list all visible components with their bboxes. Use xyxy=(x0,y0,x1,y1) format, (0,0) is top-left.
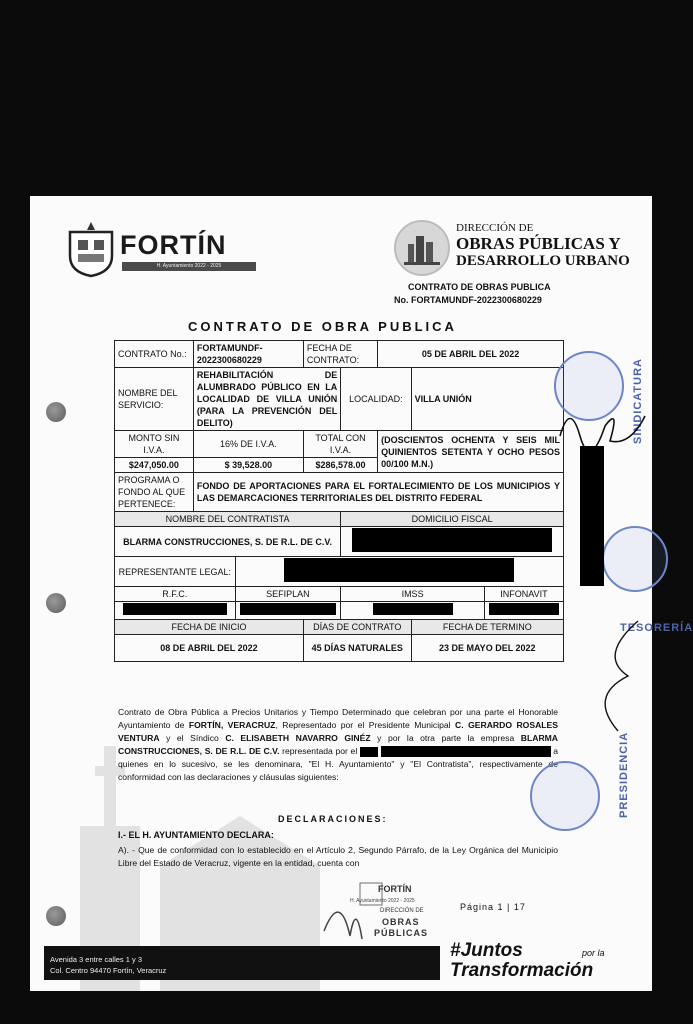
hashtag-line2: Transformación xyxy=(450,960,594,981)
company-name: BLARMA CONSTRUCCIONES, S. DE R.L. DE C.V. xyxy=(118,733,559,756)
direccion-logo xyxy=(394,220,644,276)
iva-label: 16% DE I.V.A. xyxy=(193,431,303,458)
hashtag-por-la: por la xyxy=(582,948,605,958)
table-row xyxy=(115,512,564,527)
redacted-block xyxy=(489,603,559,615)
binder-hole xyxy=(46,593,66,613)
domicilio-label: DOMICILIO FISCAL xyxy=(341,512,564,527)
contract-number-ref: No. FORTAMUNDF-2022300680229 xyxy=(394,295,542,305)
servicio-value: REHABILITACIÓN DE ALUMBRADO PÚBLICO EN LA LOCALIDAD DE VILLA UNIÓN (PARA LA PREVENCIÓN DEL DELITO) xyxy=(193,368,340,431)
table-row xyxy=(115,635,564,662)
sindico-name: C. ELISABETH NAVARRO GINÉZ xyxy=(225,733,371,743)
infonavit-value xyxy=(484,602,563,620)
table-row xyxy=(115,431,564,458)
binder-hole xyxy=(46,402,66,422)
redacted-block xyxy=(352,528,552,552)
fecha-inicio-label: FECHA DE INICIO xyxy=(115,620,304,635)
declaraciones-heading: DECLARACIONES: xyxy=(278,814,388,824)
hashtag-slogan xyxy=(450,940,650,986)
redacted-block xyxy=(580,446,604,586)
footer-address-bar xyxy=(44,946,440,980)
intro-text: y por la otra parte la empresa xyxy=(370,733,521,743)
contract-intro-paragraph xyxy=(118,706,558,784)
direccion-line3: DESARROLLO URBANO xyxy=(456,253,630,269)
hashtag-line1: #Juntos xyxy=(450,940,523,961)
stamp-title: FORTÍN xyxy=(378,884,412,894)
contratista-label: NOMBRE DEL CONTRATISTA xyxy=(115,512,341,527)
intro-text: , Representado por el Presidente Municipal xyxy=(275,720,456,730)
table-row xyxy=(115,620,564,635)
logo-title: FORTÍN xyxy=(120,230,227,260)
contrato-label: CONTRATO No.: xyxy=(115,341,194,368)
imss-value xyxy=(341,602,485,620)
dias-contrato-label: DÍAS DE CONTRATO xyxy=(303,620,411,635)
rfc-value xyxy=(115,602,236,620)
fecha-termino-value: 23 DE MAYO DEL 2022 xyxy=(411,635,563,662)
stamp-subtitle: H. Ayuntamiento 2022 - 2025 xyxy=(350,898,415,904)
intro-text: representada por el xyxy=(279,746,360,756)
dias-contrato-value: 45 DÍAS NATURALES xyxy=(303,635,411,662)
president-name: C. GERARDO ROSALES VENTURA xyxy=(118,720,558,743)
localidad-value: VILLA UNIÓN xyxy=(411,368,563,431)
intro-text: Contrato de Obra Pública a Precios Unitarios y Tiempo Determinado que celebran por una parte el Honorable Ayuntamiento de xyxy=(118,707,558,730)
sindicatura-stamp-text: SINDICATURA xyxy=(632,358,644,444)
contrato-value: FORTAMUNDF-2022300680229 xyxy=(193,341,303,368)
document-page xyxy=(30,196,693,991)
presidencia-stamp-text: PRESIDENCIA xyxy=(618,731,630,818)
total-value: $286,578.00 xyxy=(303,458,377,473)
intro-text: a quienes en lo sucesivo, se les denominara, "El H. Ayuntamiento" y "El Contratista", respectivamente de conformidad con las declaraciones y cláusulas siguientes: xyxy=(118,746,559,782)
tesoreria-seal xyxy=(602,526,668,592)
contract-type-ref: CONTRATO DE OBRAS PUBLICA xyxy=(408,282,551,292)
stamp-line3: PÚBLICAS xyxy=(374,928,429,938)
tesoreria-stamp-text: TESORERÍA xyxy=(620,622,693,634)
sefiplan-label: SEFIPLAN xyxy=(235,587,341,602)
contratista-value: BLARMA CONSTRUCCIONES, S. DE R.L. DE C.V. xyxy=(115,527,341,557)
presidencia-seal xyxy=(530,761,600,831)
sefiplan-value xyxy=(235,602,341,620)
intro-text: y el Síndico xyxy=(159,733,226,743)
iva-value: $ 39,528.00 xyxy=(193,458,303,473)
table-row xyxy=(115,527,564,557)
monto-value: $247,050.00 xyxy=(115,458,194,473)
programa-value: FONDO DE APORTACIONES PARA EL FORTALECIMIENTO DE LOS MUNICIPIOS Y LAS DEMARCACIONES TERRITORIALES DEL DISTRITO FEDERAL xyxy=(193,473,563,512)
representante-value xyxy=(235,557,563,587)
fecha-contrato-value: 05 DE ABRIL DEL 2022 xyxy=(378,341,564,368)
ayuntamiento-declara-heading: I.- EL H. AYUNTAMIENTO DECLARA: xyxy=(118,830,274,840)
redacted-block xyxy=(373,603,453,615)
fecha-termino-label: FECHA DE TERMINO xyxy=(411,620,563,635)
servicio-label: NOMBRE DEL SERVICIO: xyxy=(115,368,194,431)
fortin-logo xyxy=(64,216,234,280)
table-row xyxy=(115,473,564,512)
monto-label: MONTO SIN I.V.A. xyxy=(115,431,194,458)
total-label: TOTAL CON I.V.A. xyxy=(303,431,377,458)
localidad-label: LOCALIDAD: xyxy=(341,368,411,431)
redacted-block xyxy=(284,558,514,582)
binder-hole xyxy=(46,906,66,926)
declaracion-a-text: A). - Que de conformidad con lo establecido en el Artículo 2, Segundo Párrafo, de la Ley Orgánica del Municipio Libre del Estado de Veracruz, vigente en la entidad, cuenta con xyxy=(118,845,558,868)
direccion-line1: DIRECCIÓN DE xyxy=(456,222,534,234)
buildings-icon xyxy=(396,222,448,274)
stamp-line1: DIRECCIÓN DE xyxy=(380,908,424,914)
redacted-block xyxy=(240,603,336,615)
table-row xyxy=(115,368,564,431)
table-row xyxy=(115,602,564,620)
fortin-crest-icon xyxy=(64,220,118,278)
stamp-line2: OBRAS xyxy=(382,917,420,927)
imss-label: IMSS xyxy=(341,587,485,602)
logo-subtitle: H. Ayuntamiento 2022 - 2025 xyxy=(122,262,256,271)
contract-table xyxy=(114,340,564,662)
fecha-contrato-label: FECHA DE CONTRATO: xyxy=(303,341,377,368)
redacted-block xyxy=(123,603,227,615)
signature-tesorero xyxy=(578,616,648,736)
total-en-letra: (DOSCIENTOS OCHENTA Y SEIS MIL QUINIENTOS SETENTA Y OCHO PESOS 00/100 M.N.) xyxy=(378,431,564,473)
address-line2: Col. Centro 94470 Fortín, Veracruz xyxy=(50,966,167,975)
address-line1: Avenida 3 entre calles 1 y 3 xyxy=(50,955,143,964)
redacted-block xyxy=(381,746,551,757)
infonavit-label: INFONAVIT xyxy=(484,587,563,602)
representante-label: REPRESENTANTE LEGAL: xyxy=(115,557,236,587)
municipality-name: FORTÍN, VERACRUZ xyxy=(188,720,276,730)
fecha-inicio-value: 08 DE ABRIL DEL 2022 xyxy=(115,635,304,662)
direccion-line2: OBRAS PÚBLICAS Y xyxy=(456,234,621,253)
table-row xyxy=(115,341,564,368)
redacted-block xyxy=(360,747,378,757)
document-title: CONTRATO DE OBRA PUBLICA xyxy=(188,319,457,334)
table-row xyxy=(115,557,564,587)
page-number: Página 1 | 17 xyxy=(460,902,526,912)
table-row xyxy=(115,587,564,602)
rfc-label: R.F.C. xyxy=(115,587,236,602)
programa-label: PROGRAMA O FONDO AL QUE PERTENECE: xyxy=(115,473,194,512)
building-emblem-icon xyxy=(394,220,450,276)
domicilio-value xyxy=(341,527,564,557)
